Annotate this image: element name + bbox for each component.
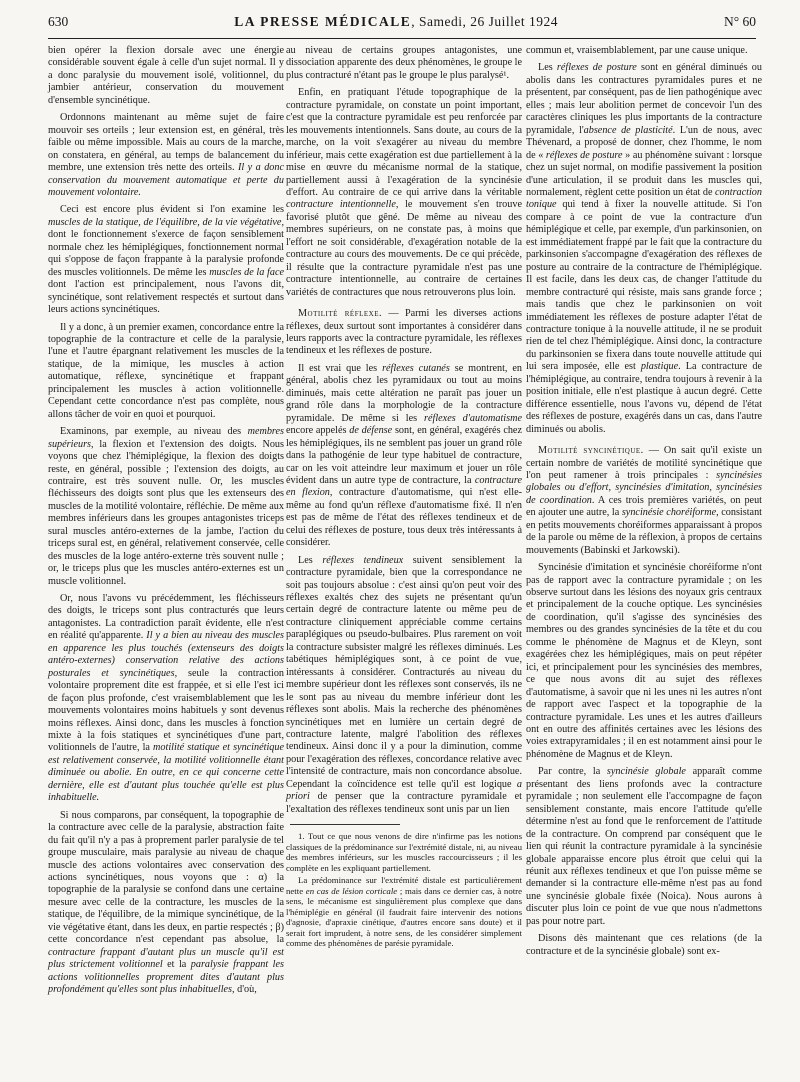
paragraph: Examinons, par exemple, au niveau des membres supérieurs, la flexion et l'extension des doigts. Nous voyons que chez l'hémiplégique, la flexion des doigts reste, en général, possible ; l'extension des doigts, au contraire, est très souvent nulle. Or, les muscles fléchisseurs des doigts sont plus que les extenseurs des muscles de la motilité volontaire, réfléchie. De même aux membres inférieurs dans les groupes antagonistes triceps sural muscles antéro-externes de la jambe, l'action du triceps sural est, en général, relativement conservée, celle des muscles de la loge antéro-externe très souvent nulle ; or, le triceps plus que les muscles antéro-externes est un muscle volitionnel. (48, 426, 284, 587)
section-heading: Motilité syncinétique. (538, 445, 644, 457)
journal-name: LA PRESSE MÉDICALE (234, 14, 412, 29)
footnote-rule (290, 824, 400, 825)
footnote: La prédominance sur l'extrémité distale est particulièrement nette en cas de lésion corticale ; mais dans ce dernier cas, à notre sens, le mécanisme est singulièrement plus complexe que dans l'hémiplégie en général (il faudrait faire intervenir des notions d'agnosie, d'apraxie cinétique, d'autres encore sans doute) et il serait fort imprudent, à notre sens, de les considérer simplement comme des phénomènes de parésie pyramidale. (286, 875, 523, 949)
paragraph: Ceci est encore plus évident si l'on examine les muscles de la statique, de l'équilibre, de la vie végétative, dont le fonctionnement s'exerce de façon sensiblement normale chez les hémiplégiques, fonctionnement normal qui s'oppose de façon frappante à la paralysie profonde des muscles volitionnels. De même les muscles de la face dont l'action est principalement, nous l'avons dit, syncinétique, sont relativement respectés et surtout dans leurs actions syncinétiques. (48, 204, 284, 316)
paragraph: Or, nous l'avons vu précédemment, les fléchisseurs des doigts, le triceps sont plus contracturés que leurs antagonistes. La contradiction paraît évidente, elle n'est en réalité qu'apparente. Il y a bien au niveau des muscles en apparence les plus touchés (extenseurs des doigts antéro-externes) conservation relative des actions posturales et syncinétiques, seule la contraction volontaire proprement dite est frappée, et si elle l'est ici de façon plus profonde, c'est vraisemblablement que les mouvements volontaires moins habituels y sont devenus moins réflexes. Ainsi donc, dans les muscles à fonction mixte à la fois statiques et syncinétiques d'une part, volitionnels de l'autre, la motilité statique et syncinétique est relativement conservée, la motilité volitionnelle étant diminuée ou abolie. En outre, en ce qui concerne cette dernière, elle est d'autant plus touchée qu'elle est plus inhabituelle. (48, 593, 285, 804)
column-2 (286, 45, 522, 949)
issue-date: , Samedi, 26 Juillet 1924 (411, 14, 558, 29)
journal-title (234, 14, 558, 30)
paragraph: au niveau de certains groupes antagonistes, une dissociation apparente des deux phénomènes, le groupe le plus contracturé n'étant pas le groupe le plus paralysé¹. (286, 45, 522, 81)
paragraph: Si nous comparons, par conséquent, la topographie de la contracture avec celle de la paralysie, abstraction faite du fait qu'il n'y a pas à proprement parler paralysie de tel groupe musculaire, mais paralysie au niveau de chaque muscle des actions volontaires avec conservation des actions syncinétiques, nous voyons que : α) la topographie de la paralysie se confond dans une certaine mesure avec celle de la contracture, les muscles de la statique, de l'équilibre, de la mimique syncinétique, de la vie végétative étant, dans les deux, en partie respectés ; β) cette concordance n'est cependant pas absolue, la contracture frappant d'autant plus un muscle qu'il est plus strictement volitionnel et la paralysie frappant les actions volitionnelles proprement dites d'autant plus profondément qu'elles sont plus inhabituelles, d'où, (48, 809, 285, 996)
paragraph: Enfin, en pratiquant l'étude topographique de la contracture pyramidale, on constate un point important, c'est que la contracture pyramidale est peu renforcée par les mouvements intentionnels. Sans doute, au cours de la marche, on la voit s'exagérer au niveau du membre inférieur, mais cette exagération est due partiellement à la mise en œuvre du mécanisme normal de la statique, partiellement aussi à l'exagération de la syncinésie d'effort. Au contraire de ce qui arrive dans la véritable contracture intentionnelle, le mouvement s'en trouve favorisé plutôt que gêné. De même au niveau des membres supérieurs, on ne constate pas, à moins que l'effort ne soit considérable, d'exagération notable de la contracture au cours des mouvements. De ce qui précède, il résulte que la contracture pyramidale n'est pas une contracture intentionnelle, au contraire de certaines variétés de contractures que nous retrouverons plus loin. (286, 87, 522, 298)
paragraph: Il est vrai que les réflexes cutanés se montrent, en général, abolis chez les pyramidaux ou tout au moins diminués, mais cette altération ne paraît pas jouer un grand rôle dans la morphologie de la contracture pyramidale. De même si les réflexes d'automatisme encore appelés de défense sont, en général, exagérés chez les hémiplégiques, ils ne semblent pas jouer un grand rôle dans la pathogénie de leur type habituel de contracture, car on les voit atteindre leur maximum et jouer un rôle évident dans un autre type de contracture, la contracture en flexion, contracture d'automatisme, qui n'est elle-même au fond qu'un réflexe d'automatisme fixé. Il n'en est pas de même de l'état des réflexes tendineux et de celui des réflexes de posture, tous deux très intéressants à considérer. (286, 362, 523, 549)
section-paragraph: Motilité syncinétique. — On sait qu'il existe un certain nombre de variétés de motilité syncinétique que l'on peut ramener à trois principales : syncinésies globales ou d'effort, syncinésies d'imitation, syncinésies de coordination. A ces trois premières variétés, on peut en ajouter une autre, la syncinésie choréiforme, consistant en petits mouvements choréiformes apparaissant à propos de la parole ou même de la réflexion, à propos de certains mouvements (Babinski et Jarkowski). (526, 445, 762, 556)
paragraph: Les réflexes tendineux suivent sensiblement la contracture pyramidale, bien que la correspondance ne soit pas toujours absolue : c'est ainsi qu'on peut voir des réflexes exaltés chez des sujets ne présentant qu'un certain degré de contracture latente ou même peu de contracture cliniquement appréciable comme certains paraplégiques ou pseudo-bulbaires. Plus rarement on voit la contracture subsister malgré les réflexes diminués. Les tabétiques hémiplégiques sont, à ce point de vue, intéressants à considérer. Contracturés au niveau du membre supérieur dont les réflexes sont conservés, ils ne le sont pas au niveau du membre inférieur dont les réflexes sont abolis. Mais la recherche des phénomènes syncinétiques met en lumière un certain degré de contracture latente, malgré l'abolition des réflexes tendineux. Ainsi donc il y a pour la diminution, comme pour l'exagération des réflexes, concordance relative avec l'intensité de contracture, mais non concordance absolue. Cependant la coïncidence est telle qu'il est logique a priori de penser que la contracture pyramidale et l'exaltation des réflexes tendineux sont unis par un lien (286, 554, 522, 815)
paragraph: Syncinésie d'imitation et syncinésie choréiforme n'ont pas de rapport avec la contracture pyramidale ; on les observe surtout dans les lésions des noyaux gris centraux et principalement de la couche optique. Les syncinésies de coordination, qu'il s'agisse des syncinésies des membres ou des grandes syncinésies de la tête et du cou comme le phénomène de Magnus et de Kleyn, sont exagérées chez les hémiplégiques, mais on peut répéter ici, et principalement pour les syncinésies des membres, ce que nous avons dit au sujet des réflexes d'automatisme, à savoir que ni les unes ni les autres n'ont de rapport avec l'aspect et la topographie de la contracture pyramidale. Les unes et les autres d'ailleurs ont en outre des affinités certaines avec les lésions des voies extrapyramidales ; il en est notamment ainsi pour le phénomène de Magnus et de Kleyn. (526, 562, 762, 760)
paragraph: commun et, vraisemblablement, par une cause unique. (526, 45, 748, 56)
footnote: 1. Tout ce que nous venons de dire n'infirme pas les notions classiques de la prédominance sur l'extrémité distale, ni, au niveau des membres inférieurs, sur les muscles raccourcisseurs ; il les complète en les expliquant partiellement. (286, 831, 522, 873)
column-1 (48, 45, 284, 997)
page-header (48, 14, 756, 36)
section-heading: Motilité réflexe. (298, 308, 383, 320)
column-3 (526, 45, 762, 958)
paragraph: Disons dès maintenant que ces relations (de la contracture et de la syncinésie globale) sont ex- (526, 933, 762, 957)
paragraph: Par contre, la syncinésie globale apparaît comme présentant des liens profonds avec la contracture pyramidale ; non seulement elle l'accompagne de façon sensiblement constante, mais encore l'attitude qu'elle détermine n'est au fond que le renforcement de l'attitude de la contracture. On comprend par conséquent que le lien qui réunit la contracture pyramidale à la syncinésie globale apparaisse encore plus étroit que celui qui la réunit aux réflexes tendineux et que l'on puisse même se demander si la contracture elle-même n'est pas au fond une syncinésie globale fixée (Noica). Nous aurons à discuter plus loin ce point de vue que nous n'admettons pas pour notre part. (526, 766, 762, 927)
page-number: 630 (48, 14, 69, 29)
paragraph: Il y a donc, à un premier examen, concordance entre la topographie de la contracture et celle de la paralysie, l'une et l'autre épargnant relativement les muscles de la statique, de la mimique, les muscles à action automatique, réflexe, syncinétique et frappant principalement les muscles à action volitionnelle. Cependant cette concordance n'est pas complète, nous allons tâcher de voir en quoi et pourquoi. (48, 321, 284, 420)
paragraph: Ordonnons maintenant au même sujet de faire mouvoir ses orteils ; leur extension est, en général, très faible ou même impossible. Mais au cours de la marche, on constatera, en général, au temps de balancement du membre, une extension très nette des orteils. Il y a donc conservation du mouvement automatique et perte du mouvement volontaire. (48, 112, 284, 198)
paragraph: bien opérer la flexion dorsale avec une énergie considérable souvent égale à celle d'un sujet normal. Il y a donc paralysie du mouvement isolé, volitionnel, du jambier antérieur, conservation du mouvement d'ensemble syncinétique. (48, 45, 284, 106)
issue-number: N° 60 (723, 14, 756, 29)
header-rule (48, 38, 756, 39)
section-paragraph: Motilité réflexe. — Parmi les diverses actions réflexes, deux surtout sont importantes à considérer dans leurs rapports avec la contracture pyramidale, les réflexes tendineux et les réflexes de posture. (286, 308, 522, 357)
paragraph: Les réflexes de posture sont en général diminués ou abolis dans les contractures pyramidales pures et ne présentent, par conséquent, pas de lien pathogénique avec elles ; mais leur abolition permet de concevoir l'un des caractères cliniques les plus importants de la contracture pyramidale, l'absence de plasticité. L'un de nous, avec Thévenard, a proposé de donner, chez l'homme, le nom de « réflexes de posture » au phénomène suivant : lorsque chez un sujet normal, on modifie passivement la position d'une articulation, il se produit dans les muscles qui, normalement, règlent cette position un état de contraction tonique qui tend à fixer la nouvelle attitude. Si l'on compare à ce point de vue la contracture d'un hémiplégique et celle, par exemple, d'un parkinsonien, on est immédiatement frappé par le fait que la contracture du parkinsonien s'accompagne d'exagération des réflexes de posture au contraire de la contracture de l'hémiplégique. Il est facile, dans les deux cas, de changer l'attitude du membre contracturé qui résiste, mais sans grande force ; mais tandis que chez le parkinsonien on voit immédiatement les réflexes de posture adapter l'état de contracture tonique à la nouvelle attitude, il ne se produit rien de tel chez l'hémiplégique. Ainsi donc, la contracture du parkinsonien se fixera dans toute nouvelle attitude qui lui sera imposée, elle est plastique. La contracture de l'hémiplégique, au contraire, tendra toujours à revenir à la position initiale, elle n'est plastique à aucun degré. Cette différence essentielle, nous l'avons vu, dépend de l'état des réflexes de posture, exagérés dans un cas, dans l'autre diminués ou abolis. (526, 62, 762, 435)
